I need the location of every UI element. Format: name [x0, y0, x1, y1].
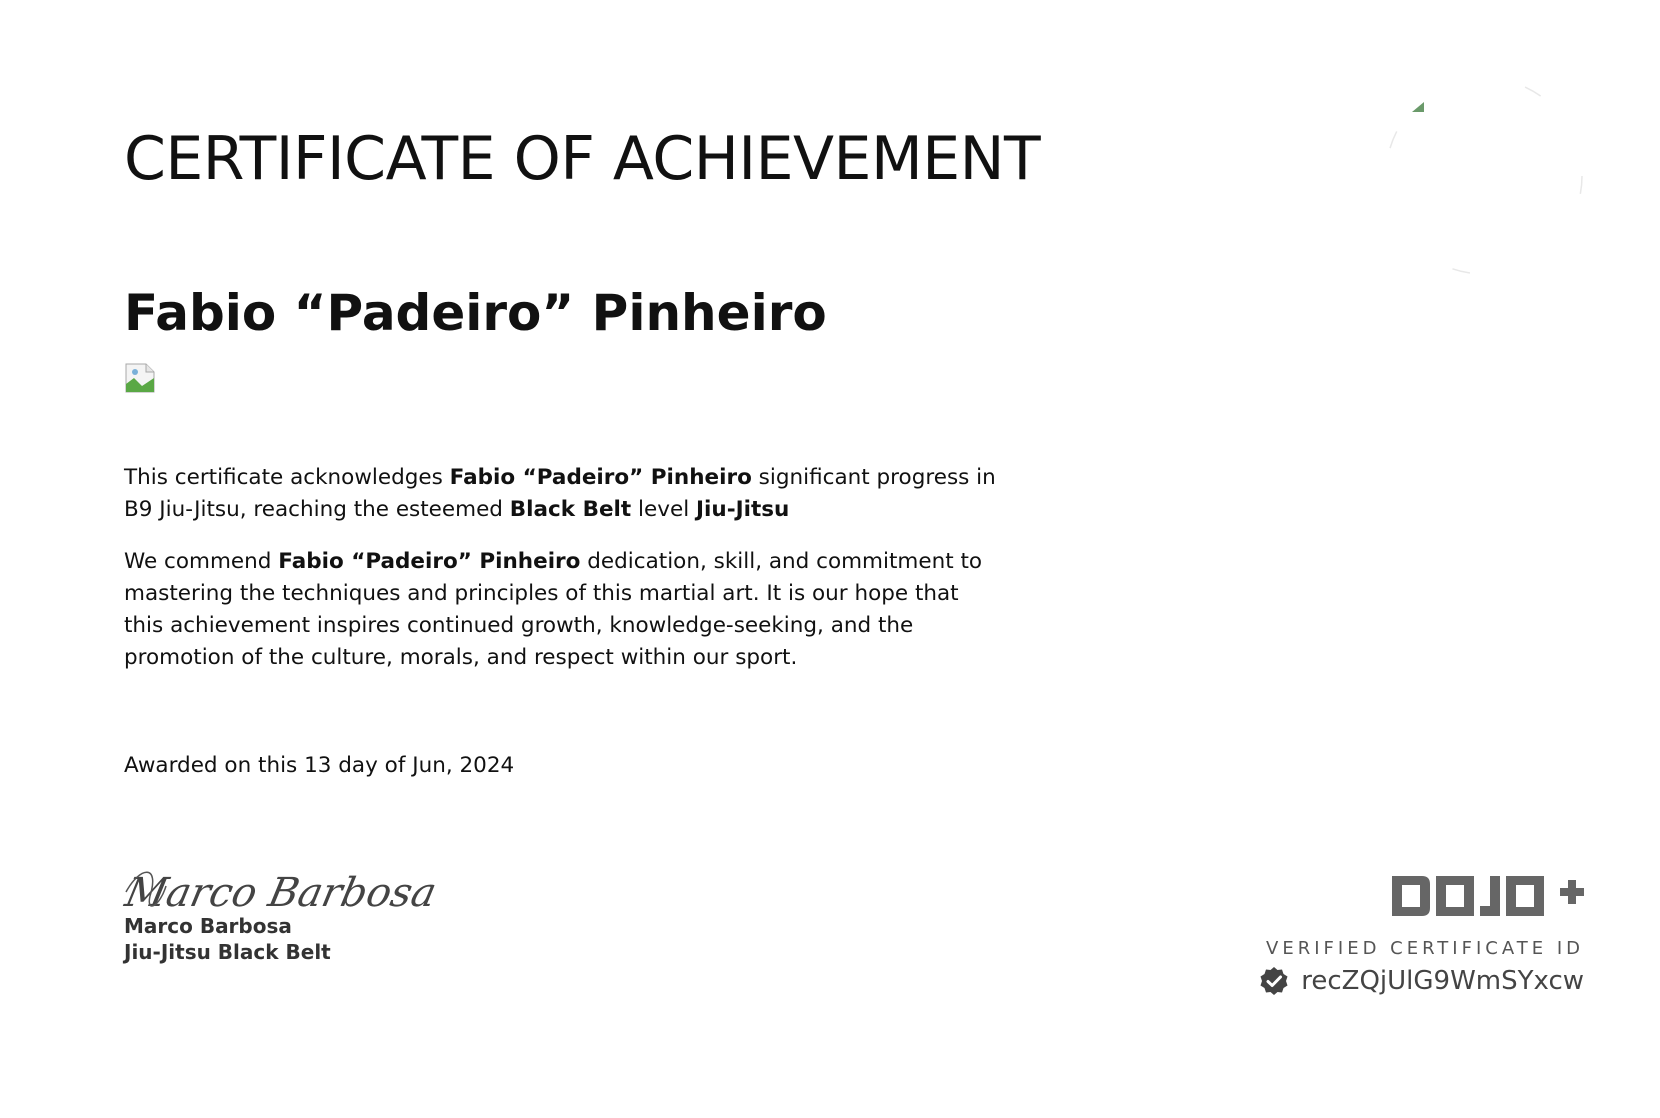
seal-icon	[1384, 76, 1584, 276]
recipient-name: Fabio “Padeiro” Pinheiro	[124, 284, 827, 342]
recipient-name-inline: Fabio “Padeiro” Pinheiro	[449, 465, 752, 490]
certificate-id[interactable]: recZQjUlG9WmSYxcw	[1301, 966, 1584, 996]
recipient-name-inline: Fabio “Padeiro” Pinheiro	[278, 549, 581, 574]
verified-check-icon	[1259, 966, 1289, 996]
signature-image	[120, 856, 441, 920]
acknowledgement-paragraph: This certificate acknowledges Fabio “Padeiro” Pinheiro significant progress in B9 Jiu-Jitsu, reaching the esteemed Black Belt level Jiu-Jitsu	[124, 465, 996, 522]
certificate-id-row	[1259, 966, 1584, 996]
signer-title: Jiu-Jitsu Black Belt	[124, 940, 331, 964]
awarded-date: Awarded on this 13 day of Jun, 2024	[124, 753, 515, 778]
belt-level: Black Belt	[509, 497, 632, 522]
brand-logo	[1392, 876, 1586, 916]
signer-name: Marco Barbosa	[124, 914, 292, 938]
martial-art: Jiu-Jitsu	[696, 497, 790, 522]
certificate-title: CERTIFICATE OF ACHIEVEMENT	[124, 124, 1041, 194]
signature-text: Marco Barbosa	[121, 868, 441, 916]
commendation-paragraph: We commend Fabio “Padeiro” Pinheiro dedication, skill, and commitment to mastering the techniques and principles of this martial art. It is our hope that this achievement inspires continued growth, knowledge-seeking, and the promotion of the culture, morals, and respect within our sport.	[124, 549, 983, 670]
certificate-body	[124, 462, 1004, 694]
broken-image-icon	[124, 362, 156, 394]
verified-certificate-label: VERIFIED CERTIFICATE ID	[1266, 938, 1584, 959]
